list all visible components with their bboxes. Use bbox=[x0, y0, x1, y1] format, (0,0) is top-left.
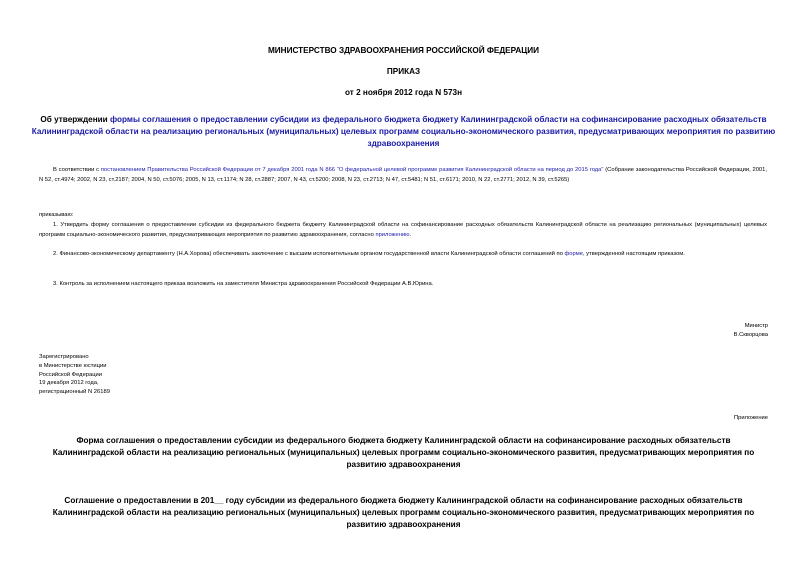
order-date-number: от 2 ноября 2012 года N 573н bbox=[344, 88, 463, 97]
agreement-title: Соглашение о предоставлении в 201__ году субсидии из федерального бюджета бюджету Калининградской области на софинансирование расходных обязательств Калининградской области на реализацию региональных (муниципальных) целевых программ социально-экономического развития, предусматривающих мероприятия по развитию здравоохранения bbox=[52, 496, 755, 529]
appendix-link[interactable]: приложению bbox=[375, 231, 410, 238]
registration-block bbox=[39, 353, 239, 397]
registration-line: Российской Федерации bbox=[39, 371, 103, 378]
preamble-decree-link[interactable]: постановлением Правительства Российской Федерации от 7 декабря 2001 года N 866 "О федеральной целевой программе развития Калининградской области на период до 2015 года" bbox=[100, 167, 604, 173]
order-item-1-text: 1. Утвердить форму соглашения о предоставлении субсидии из федерального бюджета бюджету Калининградской области на софинансирование расходных обязательств Калининградской области на реализацию региональных (муниципальных) целевых программ социально-экономического развития, предусматривающих мероприятия по развитию здравоохранения, согласно bbox=[39, 222, 767, 238]
preamble-paragraph bbox=[39, 166, 767, 185]
registration-line: 19 декабря 2012 года, bbox=[39, 380, 99, 387]
order-item-2 bbox=[39, 250, 767, 260]
order-item-1-suffix: . bbox=[409, 231, 412, 238]
order-item-3-text: 3. Контроль за исполнением настоящего приказа возложить на заместителя Министра здравоохранения Российской Федерации А.В.Юрина. bbox=[53, 281, 434, 287]
order-item-2-suffix: , утвержденной настоящим приказом. bbox=[582, 251, 685, 257]
order-title bbox=[30, 114, 777, 150]
signature-name: В.Скворцова bbox=[733, 331, 768, 338]
ministry-heading: МИНИСТЕРСТВО ЗДРАВООХРАНЕНИЯ РОССИЙСКОЙ ФЕДЕРАЦИИ bbox=[267, 46, 540, 55]
appendix-label: Приложение bbox=[733, 415, 768, 421]
order-title-link[interactable]: формы соглашения о предоставлении субсидии из федерального бюджета бюджету Калининградской области на софинансирование расходных обязательств Калининградской области на реализацию региональных (муниципальных) целевых программ социально-экономического развития, предусматривающих мероприятия по развитию здравоохранения bbox=[31, 115, 776, 148]
order-item-1 bbox=[39, 221, 767, 240]
order-item-2-text: 2. Финансово-экономическому департаменту (Н.А.Хорова) обеспечивать заключение с высшим исполнительным органом государственной власти Калининградской области соглашений по bbox=[53, 251, 565, 257]
preamble-suffix: (Собрание законодательства Российской Федерации, 2001, N 52, ст.4974; 2002, N 23, ст.2187; 2004, N 50, ст.5076; 2005, N 13, ст.1174; N 28, ст.2887; 2007, N 43, ст.5200; 2008, N 23, ст.2713; N 47, ст.5481; N 51, ст.6171; 2010, N 22, ст.2771; 2012, N 39, ст.5265) bbox=[39, 167, 767, 183]
preamble-prefix: В соответствии с bbox=[53, 167, 101, 173]
form-title: Форма соглашения о предоставлении субсидии из федерального бюджета бюджету Калининградской области на софинансирование расходных обязательств Калининградской области на реализацию региональных (муниципальных) целевых программ социально-экономического развития, предусматривающих мероприятия по развитию здравоохранения bbox=[52, 436, 755, 469]
registration-line: в Министерстве юстиции bbox=[39, 362, 107, 369]
form-link[interactable]: форме bbox=[564, 251, 583, 257]
order-word: приказываю: bbox=[39, 212, 74, 218]
signature-block bbox=[600, 322, 768, 340]
order-item-3 bbox=[39, 280, 767, 290]
registration-line: регистрационный N 26189 bbox=[39, 389, 110, 396]
signature-position: Министр bbox=[744, 323, 768, 329]
registration-line: Зарегистрировано bbox=[39, 354, 89, 360]
order-title-prefix: Об утверждении bbox=[40, 115, 110, 124]
doc-type-heading: ПРИКАЗ bbox=[386, 67, 421, 76]
